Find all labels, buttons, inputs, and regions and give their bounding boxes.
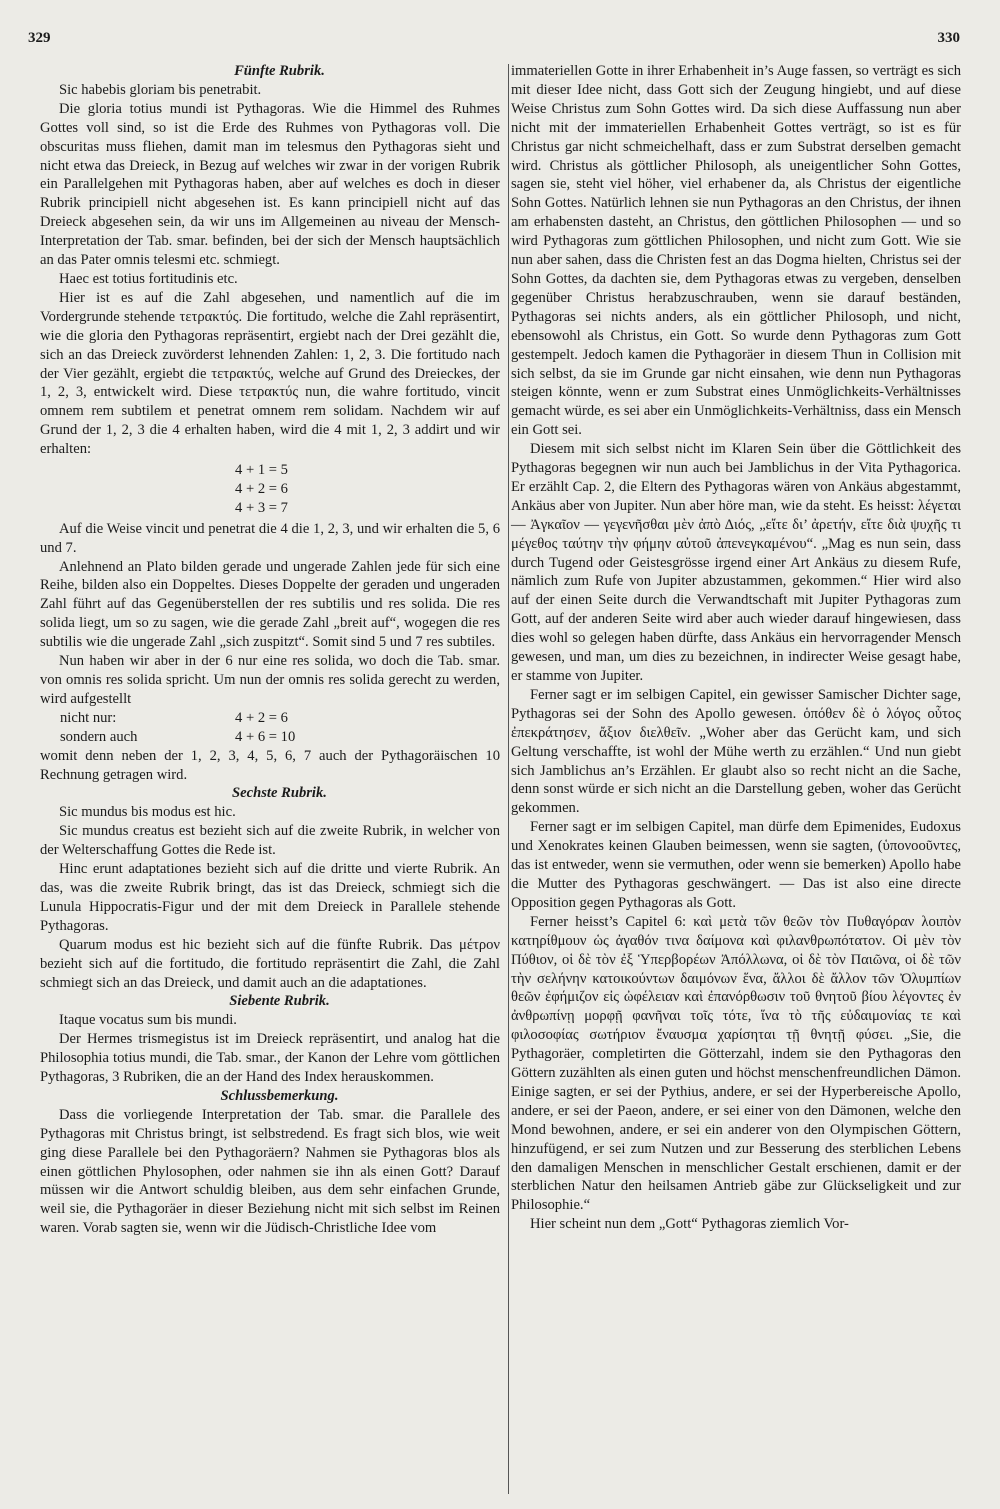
paragraph: Auf die Weise vincit und penetrat die 4 die 1, 2, 3, und wir erhalten die 5, 6 und 7. bbox=[40, 520, 500, 556]
paragraph: Sic habebis gloriam bis penetrabit. bbox=[58, 81, 262, 98]
paragraph: Itaque vocatus sum bis mundi. bbox=[58, 1012, 237, 1029]
paragraph: Quarum modus est hic bezieht sich auf die fünfte Rubrik. Das μέτρον bezieht sich auf die fortitudo, die fortitudo repräsentirt die Zahl, die Zahl schmiegt sich an das Dreieck, und damit auch an die adaptationes. bbox=[40, 936, 500, 991]
page-number-left: 329 bbox=[28, 30, 51, 46]
paragraph: Hinc erunt adaptationes bezieht sich auf die dritte und vierte Rubrik. An das, was die zweite Rubrik bringt, das ist das Dreieck, schmiegt sich die Lunula Hippocratis-Figur und der mit dem Dreieck in Parallele stehende Pythagoras. bbox=[40, 861, 500, 934]
paragraph: Die gloria totius mundi ist Pythagoras. Wie die Himmel des Ruhmes Gottes voll sind, so ist die Erde des Ruhmes von Pythagoras voll. Die obscuritas muss fliehen, damit man im telesmus den Pythagoras sieht und nicht etwa das Dreieck, in Bezug auf welches wir zwar in der vorigen Rubrik ein Parallelgehen mit Pythagoras haben, aber auf welches es doch in dieser Rubrik principiell nicht abgesehen ist. Es kann principiell nicht auf das Dreieck abgesehen sein, da wir uns im Allgemeinen au niveau der Mensch-Interpretation der Tab. smar. befinden, bei der sich der Mensch hauptsächlich an das Pater omnis telesmi etc. schmiegt. bbox=[40, 100, 500, 269]
equation: 4 + 2 = 6 bbox=[235, 709, 288, 726]
paragraph: Dass die vorliegende Interpretation der Tab. smar. die Parallele des Pythagoras mit Christus bringt, ist selbstredend. Es fragt sich blos, wie weit ging diese Parallele bei den Pythagoräern? Nahmen sie Pythagoras blos als einen göttlichen Phylosophen, oder nahmen sie ihn als einen Gott? Darauf müssen wir die Antwort schuldig bleiben, aus dem sehr einfachen Grunde, weil sie, die Pythagoräer in dieser Beziehung nicht mit sich selbst im Reinen waren. Vorab sagten sie, wenn wir die Jüdisch-Christliche Idee vom bbox=[40, 1106, 500, 1237]
paragraph: womit denn neben der 1, 2, 3, 4, 5, 6, 7 auch der Pythagoräischen 10 Rechnung getragen wird. bbox=[40, 747, 500, 783]
equation: 4 + 6 = 10 bbox=[235, 728, 296, 745]
paragraph: Anlehnend an Plato bilden gerade und ungerade Zahlen jede für sich eine Reihe, bilden also ein Doppeltes. Dieses Doppelte der geraden und ungeraden Zahl führt auf das Gegenüberstellen der res subtilis und res solida. Die res solida liegt, um so zu sagen, wie die gerade Zahl „breit auf“, wogegen die res subtilis wie die ungerade Zahl „sich zuspitzt“. Somit sind 5 und 7 res subtiles. bbox=[40, 558, 500, 651]
equation-label: sondern auch bbox=[60, 728, 138, 745]
left-column bbox=[40, 62, 500, 1238]
paragraph: Ferner sagt er im selbigen Capitel, ein gewisser Samischer Dichter sage, Pythagoras sei der Sohn des Apollo gewesen. ὁπόθεν δὲ ὁ λόγος οὗτος ἐπεκράτησεν, ἄξιον διελθεῖν. „Woher aber das Gerücht kam, und sich Geltung verschaffte, ist wohl der Mühe werth zu erzählen.“ Und nun giebt sich Jamblichus an’s Erzählen. Er glaubt also so recht nicht an die Sache, denn sonst würde er sich nicht an die Darstellung geben, woher das Gerücht gekommen. bbox=[511, 686, 961, 817]
equation-row bbox=[40, 728, 500, 747]
column-divider bbox=[508, 64, 509, 1494]
equation: 4 + 2 = 6 bbox=[235, 480, 288, 497]
section-heading: Sechste Rubrik. bbox=[232, 785, 327, 802]
section-heading: Fünfte Rubrik. bbox=[234, 63, 325, 79]
paragraph: Hier scheint nun dem „Gott“ Pythagoras ziemlich Vor- bbox=[529, 1216, 849, 1233]
page-number-right: 330 bbox=[937, 30, 960, 46]
paragraph: Sic mundus creatus est bezieht sich auf die zweite Rubrik, in welcher von der Welterschaffung Gottes die Rede ist. bbox=[40, 823, 500, 859]
paragraph: Sic mundus bis modus est hic. bbox=[58, 804, 236, 821]
paragraph: Nun haben wir aber in der 6 nur eine res solida, wo doch die Tab. smar. von omnis res solida spricht. Um nun der omnis res solida gerecht zu werden, wird aufgestellt bbox=[40, 653, 500, 707]
paragraph: Diesem mit sich selbst nicht im Klaren Sein über die Göttlichkeit des Pythagoras begegnen wir nun auch bei Jamblichus in der Vita Pythagorica. Er erzählt Cap. 2, die Eltern des Pythagoras wären von Ankäus abgestammt, Ankäus aber von Jupiter. Nun aber höre man, wie da steht. Es heisst: λέγεται — Ἀγκαῖον — γεγενῆσθαι μὲν ἀπὸ Διός, „εἴτε δι’ ἀρετήν, εἴτε διὰ ψυχῆς τι μέγεθος ταύτην τὴν φήμην αὐτοῦ ἀπενεγκαμένου“. „Mag es nun sein, dass durch Tugend oder Geistesgrösse irgend einer Art Ankäus zu diesem Rufe, nämlich zum Rufe von Jupiter abzustammen, gekommen.“ Hier wird also auf der einen Seite durch die Verwandtschaft mit Jupiter Pythagoras zum Gott, auf der anderen Seite wird aber auch wieder darauf hingewiesen, dass dies wohl so gelegen haben dürfte, dass Ankäus ein hervorragender Mensch gewesen, und man, um dies zu bezeichnen, in indirecter Weise gesagt habe, er stamme von Jupiter. bbox=[511, 441, 961, 684]
equation-label: nicht nur: bbox=[60, 709, 117, 726]
paragraph: Hier ist es auf die Zahl abgesehen, und namentlich auf die im Vordergrunde stehende τετρακτύς. Die fortitudo, welche die Zahl repräsentirt, wie die gloria den Pythagoras repräsentirt, ergiebt nach der Drei gezählt die, sich an das Dreieck zuvörderst lehnenden Zahlen: 1, 2, 3. Die fortitudo nach der Vier gezählt, ergiebt die τετρακτύς, welche auf Grund des Dreieckes, der 1, 2, 3, entwickelt wird. Diese τετρακτύς nun, die wahre fortitudo, vincit omnem rem subtilem et penetrat omnem rem solidam. Nachdem wir auf Grund der 1, 2, 3 die 4 erhalten haben, wird die 4 mit 1, 2, 3 addirt und wir erhalten: bbox=[40, 289, 500, 458]
equation-row bbox=[40, 709, 500, 728]
paragraph: Ferner heisst’s Capitel 6: καὶ μετὰ τῶν θεῶν τὸν Πυθαγόραν λοιπὸν κατηρίθμουν ὡς ἀγαθόν τινα δαίμονα καὶ φιλανθρωπότατον. Οἱ μὲν τὸν Πύθιον, οἱ δὲ τὸν ἐξ Ὑπερβορέων Ἀπόλλωνα, οἱ δὲ τὸν Παιῶνα, οἱ δὲ τῶν τὴν σελήνην κατοικούντων δαιμόνων ἕνα, ἄλλοι δὲ ἄλλον τῶν Ὀλυμπίων θεῶν ἐφήμιζον εἰς ὠφέλειαν καὶ ἐπανόρθωσιν τοῦ θνητοῦ βίου λέγοντες ἐν ἀνθρωπίνῃ μορφῇ φανῆναι τοῖς τότε, ἵνα τὸ τῆς εὐδαιμονίας τε καὶ φιλοσοφίας σωτήριον ἔναυσμα χαρίσηται τῇ θνητῇ φύσει. „Sie, die Pythagoräer, completirten die Götterzahl, indem sie den Pythagoras den Göttern zuzählten als einen guten und höchst menschenfreundlichen Dämon. Einige sagten, er sei der Pythius, andere, er sei der Hyperbereische Apollo, andere, er sei der Paeon, andere, er sei einer von den Dämonen, welche den Mond bewohnen, andere, er sei ein anderer von den Olympischen Göttern, hinzufügend, er sei zum Nutzen und zur Besserung des sterblichen Lebens den damaligen Menschen in menschlicher Gestalt erschienen, damit er der sterblichen Natur den heilsamen Antrieb gäbe zur Glückseligkeit und zur Philosophie.“ bbox=[511, 913, 961, 1214]
paragraph: Der Hermes trismegistus ist im Dreieck repräsentirt, und analog hat die Philosophia totius mundi, die Tab. smar., der Kanon der Lehre vom göttlichen Pythagoras, 3 Rubriken, die an der Hand des Index herauskommen. bbox=[40, 1031, 500, 1086]
section-heading: Siebente Rubrik. bbox=[229, 993, 330, 1010]
equation-block bbox=[40, 461, 500, 518]
equation: 4 + 1 = 5 bbox=[235, 462, 288, 479]
paragraph: Ferner sagt er im selbigen Capitel, man dürfe dem Epimenides, Eudoxus und Xenokrates keinen Glauben beimessen, wenn sie sagten, (ὑπονοοῦντες, das ist entweder, wenn sie vermuthen, oder wenn sie bemerken) Apollo habe die Mutter des Pythagoras geschwängert. — Das ist also eine directe Opposition gegen Pythagoras als Gott. bbox=[511, 819, 961, 911]
paragraph: immateriellen Gotte in ihrer Erhabenheit in’s Auge fassen, so verträgt es sich mit dieser Idee nicht, dass Gott sich der Zeugung hingiebt, und auf diese Weise Christus zum Sohn Gottes wird. Da sich diese Auffassung nun aber nicht mit der immateriellen Erhabenheit Gottes verträgt, so ist es für Christus gar nicht schmeichelhaft, dass er zum Substrat derselben gemacht wird. Christus als göttlicher Philosoph, als uneigentlicher Sohn Gottes, sagen sie, steht viel höher, viel erhabener da, als Christus der eigentliche Sohn Gottes. Natürlich lehnen sie nun Pythagoras an den Christus, der ihnen am erhabensten dasteht, an Christus, den göttlichen Philosophen — und so wird Pythagoras zum göttlichen Philosophen, und nicht zum Gott. Wie sie nun aber sahen, dass die Christen fest an das Dogma hielten, Christus sei der Sohn Gottes, da dachten sie, dem Pythagoras etwas zu vergeben, denselben gegenüber Christus herabzuschrauben, wenn sie darauf beständen, Pythagoras sei nichts anders, als ein göttlicher Philosoph, und nicht, ebensowohl als Christus, ein Gott. So wurde denn Pythagoras zum Gott gestempelt. Jedoch kamen die Pythagoräer in diesem Thun in Collision mit sich selbst, da sie im Grunde gar nicht einsahen, wie denn nun Pythagoras steigen könnte, wenn er zum Substrat eines Unmöglichkeits-Verhältnisses gemacht würde, es sei aber ein Unmöglichkeits-Verhältniss, dass ein Mensch ein Gott sei. bbox=[511, 63, 961, 439]
paragraph: Haec est totius fortitudinis etc. bbox=[58, 270, 238, 287]
equation: 4 + 3 = 7 bbox=[235, 499, 288, 516]
right-column bbox=[511, 62, 961, 1234]
section-heading: Schlussbemerkung. bbox=[220, 1087, 339, 1104]
